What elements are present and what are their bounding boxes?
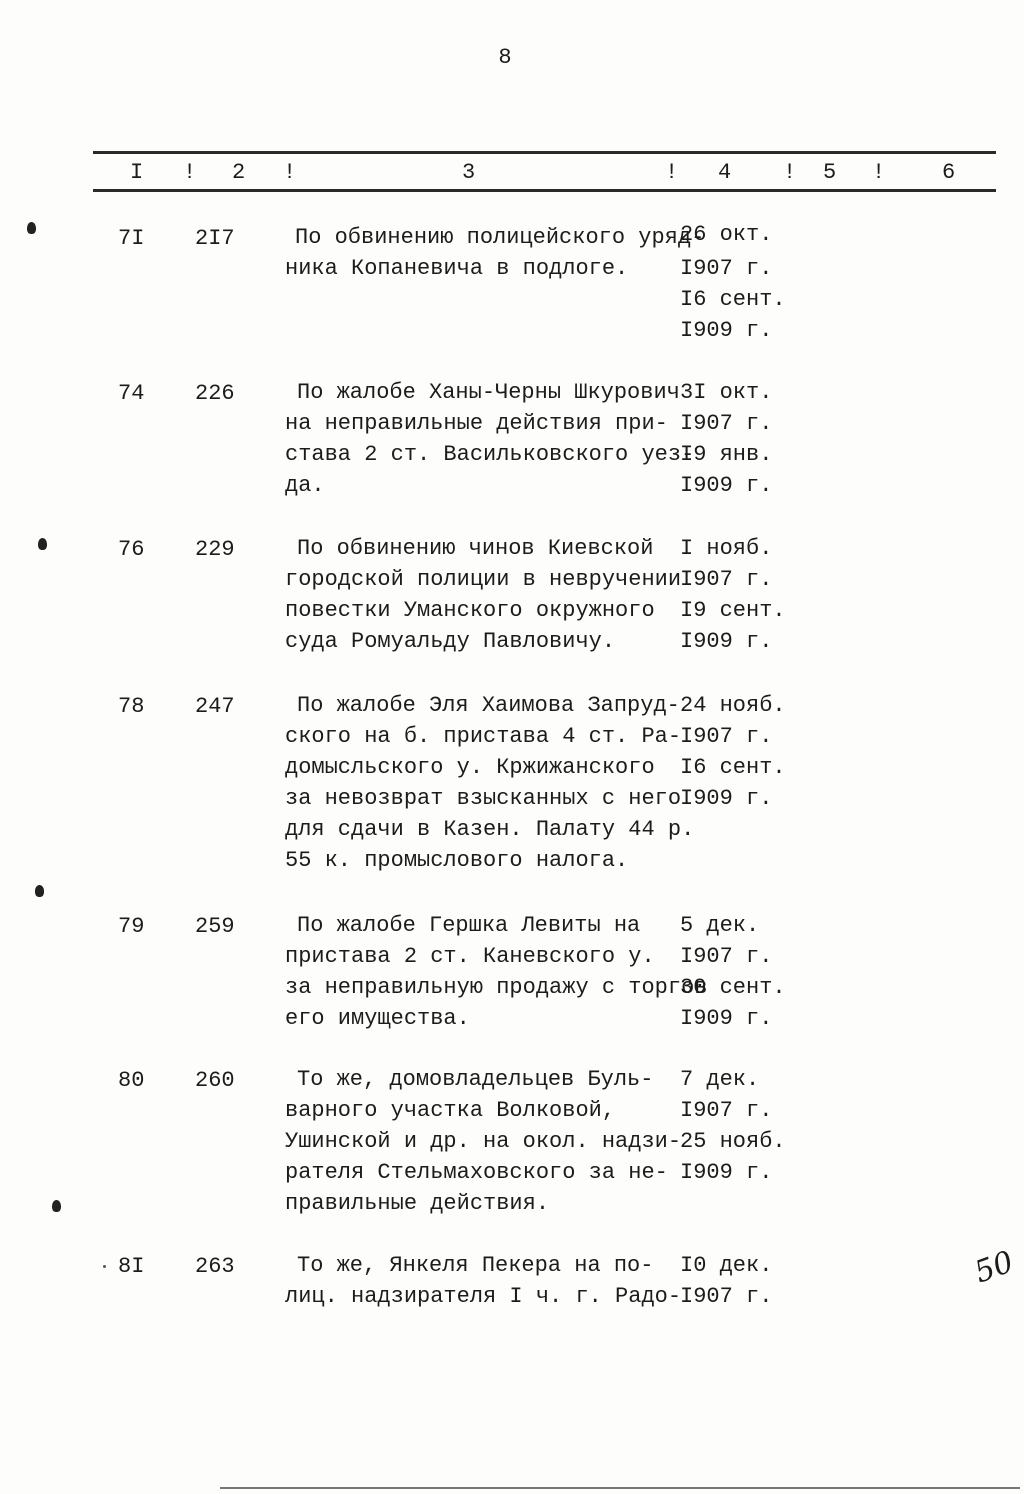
- date-day-month: 3I окт.: [680, 380, 773, 405]
- description-line: По обвинению полицейского уряд-: [295, 225, 705, 250]
- entry-number: 76: [118, 537, 145, 562]
- column-header: 4: [718, 160, 732, 185]
- date-year: I907 г.: [680, 944, 773, 969]
- entry-number: 74: [118, 381, 145, 406]
- description-line: По жалобе Эля Хаимова Запруд-: [297, 693, 680, 718]
- column-separator: !: [872, 160, 886, 185]
- file-number: 2I7: [195, 226, 235, 251]
- date-day-month: I9 янв.: [680, 442, 773, 467]
- page-number: 8: [498, 45, 512, 70]
- date-day-month: I6 сент.: [680, 755, 786, 780]
- file-number: 247: [195, 694, 235, 719]
- description-line: городской полиции в невручении: [285, 567, 682, 592]
- header-rule-bottom: [93, 189, 996, 192]
- column-header: I: [130, 160, 144, 185]
- date-day-month: I6 сент.: [680, 287, 786, 312]
- speck: [103, 1265, 106, 1268]
- date-year: I907 г.: [680, 724, 773, 749]
- binding-hole-mark: [35, 885, 44, 897]
- description-line: варного участка Волковой,: [285, 1098, 616, 1123]
- file-number: 259: [195, 914, 235, 939]
- date-year: I907 г.: [680, 1098, 773, 1123]
- column-header: 6: [942, 160, 956, 185]
- description-line: рателя Стельмаховского за не-: [285, 1160, 668, 1185]
- entry-number: 80: [118, 1068, 145, 1093]
- date-year: I907 г.: [680, 567, 773, 592]
- binding-hole-mark: [38, 538, 47, 550]
- description-line: По жалобе Гершка Левиты на: [297, 913, 641, 938]
- entry-number: 7I: [118, 226, 145, 251]
- file-number: 229: [195, 537, 235, 562]
- description-line: То же, домовладельцев Буль-: [297, 1067, 654, 1092]
- column-separator: !: [283, 160, 297, 185]
- date-day-month: 24 нояб.: [680, 693, 786, 718]
- date-day-month: 25 нояб.: [680, 1129, 786, 1154]
- file-number: 263: [195, 1254, 235, 1279]
- date-day-month: 30 сент.: [680, 975, 786, 1000]
- column-separator: !: [183, 160, 197, 185]
- entry-number: 78: [118, 694, 145, 719]
- page-bottom-edge: [220, 1487, 1020, 1489]
- date-year: I909 г.: [680, 318, 773, 343]
- binding-hole-mark: [52, 1200, 61, 1212]
- description-line: ника Копаневича в подлоге.: [285, 256, 629, 281]
- handwritten-margin-note: 50: [970, 1244, 1019, 1291]
- description-line: за невозврат взысканных с него: [285, 786, 682, 811]
- entry-number: 8I: [118, 1254, 145, 1279]
- date-day-month: I0 дек.: [680, 1253, 773, 1278]
- description-line: Ушинской и др. на окол. надзи-: [285, 1129, 682, 1154]
- date-year: I909 г.: [680, 473, 773, 498]
- binding-hole-mark: [27, 222, 36, 234]
- description-line: за неправильную продажу с торгов: [285, 975, 708, 1000]
- description-line: его имущества.: [285, 1006, 470, 1031]
- column-separator: !: [783, 160, 797, 185]
- date-day-month: I нояб.: [680, 536, 773, 561]
- description-line: суда Ромуальду Павловичу.: [285, 629, 616, 654]
- date-year: I909 г.: [680, 786, 773, 811]
- description-line: По обвинению чинов Киевской: [297, 536, 654, 561]
- column-header: 5: [823, 160, 837, 185]
- date-year: I909 г.: [680, 629, 773, 654]
- description-line: домысльского у. Кржижанского: [285, 755, 655, 780]
- date-year: I909 г.: [680, 1160, 773, 1185]
- column-header: 2: [232, 160, 246, 185]
- date-day-month: 5 дек.: [680, 913, 760, 938]
- description-line: ского на б. пристава 4 ст. Ра-: [285, 724, 682, 749]
- description-line: правильные действия.: [285, 1191, 550, 1216]
- date-year: I907 г.: [680, 256, 773, 281]
- description-line: 55 к. промыслового налога.: [285, 848, 629, 873]
- description-line: повестки Уманского окружного: [285, 598, 655, 623]
- date-day-month: 26 окт.: [680, 222, 773, 247]
- file-number: 226: [195, 381, 235, 406]
- date-year: I909 г.: [680, 1006, 773, 1031]
- column-header: 3: [462, 160, 476, 185]
- date-year: I907 г.: [680, 1284, 773, 1309]
- description-line: става 2 ст. Васильковского уез-: [285, 442, 695, 467]
- date-day-month: 7 дек.: [680, 1067, 760, 1092]
- date-year: I907 г.: [680, 411, 773, 436]
- column-separator: !: [665, 160, 679, 185]
- description-line: пристава 2 ст. Каневского у.: [285, 944, 655, 969]
- entry-number: 79: [118, 914, 145, 939]
- description-line: То же, Янкеля Пекера на по-: [297, 1253, 654, 1278]
- header-rule-top: [93, 151, 996, 154]
- date-day-month: I9 сент.: [680, 598, 786, 623]
- description-line: на неправильные действия при-: [285, 411, 668, 436]
- description-line: да.: [285, 473, 325, 498]
- description-line: По жалобе Ханы-Черны Шкурович: [297, 380, 680, 405]
- description-line: для сдачи в Казен. Палату 44 р.: [285, 817, 695, 842]
- file-number: 260: [195, 1068, 235, 1093]
- description-line: лиц. надзирателя I ч. г. Радо-: [285, 1284, 682, 1309]
